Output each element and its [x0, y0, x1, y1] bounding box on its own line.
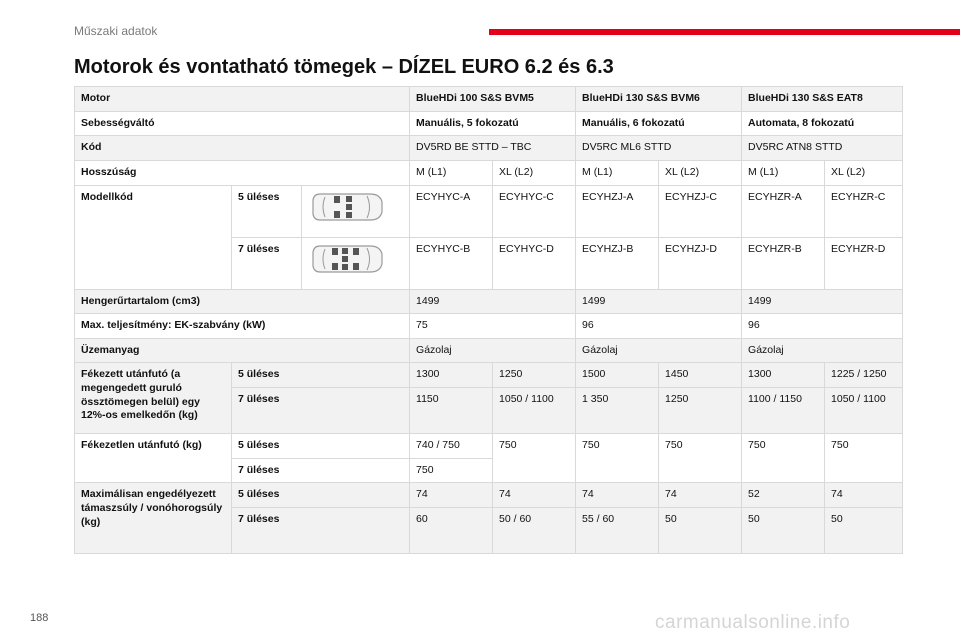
table-cell: 750 — [576, 434, 659, 483]
table-cell: XL (L2) — [825, 160, 903, 185]
table-cell: 1100 / 1150 — [742, 388, 825, 434]
table-cell: ECYHZJ-C — [659, 185, 742, 237]
table-row-fuel — [75, 338, 903, 363]
table-cell: ECYHYC-A — [410, 185, 493, 237]
table-cell: ECYHZJ-A — [576, 185, 659, 237]
table-cell: Manuális, 5 fokozatú — [410, 111, 576, 136]
table-cell: 1250 — [659, 388, 742, 434]
table-cell: DV5RC ATN8 STTD — [742, 136, 903, 161]
engine-header: BlueHDi 130 S&S EAT8 — [742, 87, 903, 112]
row-label: Üzemanyag — [75, 338, 410, 363]
table-cell: 50 — [825, 508, 903, 554]
table-cell: M (L1) — [742, 160, 825, 185]
table-cell: 50 — [742, 508, 825, 554]
table-row-displacement — [75, 289, 903, 314]
seats-label: 5 üléses — [232, 185, 302, 237]
section-label: Műszaki adatok — [74, 24, 158, 38]
table-cell: 1300 — [742, 363, 825, 388]
row-label: Hosszúság — [75, 160, 410, 185]
table-cell: 52 — [742, 483, 825, 508]
table-cell: 750 — [742, 434, 825, 483]
table-cell: 1050 / 1100 — [825, 388, 903, 434]
table-cell: ECYHYC-D — [493, 237, 576, 289]
table-cell: 60 — [410, 508, 493, 554]
table-cell: 1300 — [410, 363, 493, 388]
row-label: Fékezett utánfutó (a megengedett guruló össztömegen belül) egy 12%-os emelkedőn (kg) — [75, 363, 232, 434]
engine-header: BlueHDi 130 S&S BVM6 — [576, 87, 742, 112]
table-cell: ECYHYC-B — [410, 237, 493, 289]
table-cell: 1250 — [493, 363, 576, 388]
table-cell: DV5RC ML6 STTD — [576, 136, 742, 161]
table-cell: 750 — [659, 434, 742, 483]
row-label: Maximálisan engedélyezett támaszsúly / vonóhorogsúly (kg) — [75, 483, 232, 554]
row-label: Motor — [75, 87, 410, 112]
table-cell: Gázolaj — [576, 338, 742, 363]
table-cell: 96 — [742, 314, 903, 339]
table-cell: 1050 / 1100 — [493, 388, 576, 434]
table-cell: ECYHZR-A — [742, 185, 825, 237]
spec-table — [74, 86, 903, 554]
table-cell: ECYHZJ-D — [659, 237, 742, 289]
table-row-gearbox — [75, 111, 903, 136]
table-cell: ECYHZR-B — [742, 237, 825, 289]
table-cell: 74 — [493, 483, 576, 508]
table-cell: Manuális, 6 fokozatú — [576, 111, 742, 136]
table-cell: 1499 — [742, 289, 903, 314]
table-cell: 74 — [659, 483, 742, 508]
table-row-motor — [75, 87, 903, 112]
row-label: Modellkód — [75, 185, 232, 289]
row-label: Fékezetlen utánfutó (kg) — [75, 434, 232, 483]
table-cell: XL (L2) — [493, 160, 576, 185]
table-cell: 75 — [410, 314, 576, 339]
table-cell: 74 — [410, 483, 493, 508]
table-cell: M (L1) — [410, 160, 493, 185]
table-row-unbraked-5 — [75, 434, 903, 459]
table-cell: XL (L2) — [659, 160, 742, 185]
van-5-seat-icon — [302, 185, 410, 237]
row-label: Hengerűrtartalom (cm3) — [75, 289, 410, 314]
table-cell: 750 — [825, 434, 903, 483]
table-cell: DV5RD BE STTD – TBC — [410, 136, 576, 161]
row-label: Kód — [75, 136, 410, 161]
seats-label: 5 üléses — [232, 483, 410, 508]
table-cell: 1499 — [576, 289, 742, 314]
table-cell: 50 — [659, 508, 742, 554]
table-cell: 74 — [825, 483, 903, 508]
table-cell: ECYHYC-C — [493, 185, 576, 237]
seats-label: 7 üléses — [232, 388, 410, 434]
table-cell: 750 — [493, 434, 576, 483]
table-cell: 1500 — [576, 363, 659, 388]
table-cell: ECYHZJ-B — [576, 237, 659, 289]
table-cell: Gázolaj — [742, 338, 903, 363]
table-cell: 740 / 750 — [410, 434, 493, 459]
table-cell: 50 / 60 — [493, 508, 576, 554]
table-cell: Automata, 8 fokozatú — [742, 111, 903, 136]
table-cell: ECYHZR-C — [825, 185, 903, 237]
table-cell: 1150 — [410, 388, 493, 434]
table-row-braked-5 — [75, 363, 903, 388]
page-number: 188 — [30, 612, 49, 624]
page-title: Motorok és vontatható tömegek – DÍZEL EURO 6.2 és 6.3 — [74, 56, 614, 78]
engine-header: BlueHDi 100 S&S BVM5 — [410, 87, 576, 112]
table-row-model-5 — [75, 185, 903, 237]
table-cell: 55 / 60 — [576, 508, 659, 554]
seats-label: 5 üléses — [232, 363, 410, 388]
table-cell: 1450 — [659, 363, 742, 388]
table-cell: 750 — [410, 458, 493, 483]
row-label: Max. teljesítmény: EK-szabvány (kW) — [75, 314, 410, 339]
row-label: Sebességváltó — [75, 111, 410, 136]
seats-label: 7 üléses — [232, 458, 410, 483]
watermark: carmanualsonline.info — [655, 612, 851, 633]
table-row-towball-5 — [75, 483, 903, 508]
table-row-length — [75, 160, 903, 185]
seats-label: 5 üléses — [232, 434, 410, 459]
table-cell: 74 — [576, 483, 659, 508]
table-cell: ECYHZR-D — [825, 237, 903, 289]
header-accent-bar — [489, 29, 960, 35]
table-cell: 1499 — [410, 289, 576, 314]
table-row-code — [75, 136, 903, 161]
van-7-seat-icon — [302, 237, 410, 289]
table-cell: 1 350 — [576, 388, 659, 434]
table-cell: Gázolaj — [410, 338, 576, 363]
table-cell: 1225 / 1250 — [825, 363, 903, 388]
seats-label: 7 üléses — [232, 237, 302, 289]
table-cell: 96 — [576, 314, 742, 339]
table-cell: M (L1) — [576, 160, 659, 185]
seats-label: 7 üléses — [232, 508, 410, 554]
table-row-power — [75, 314, 903, 339]
